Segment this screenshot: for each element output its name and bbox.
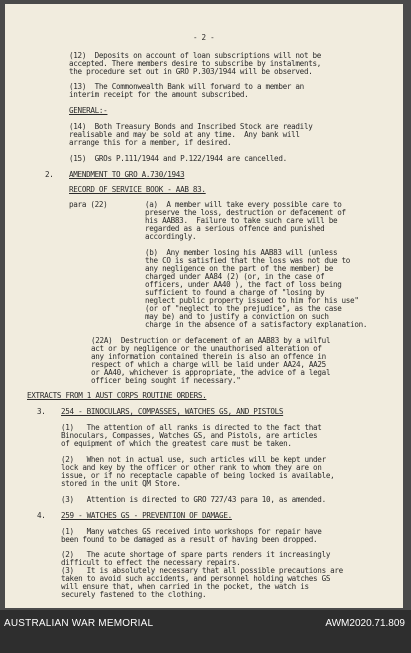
s3-p2-line-2: lock and key by the officer or other rank to whom they are on [61,463,322,472]
p22b-line-6: sufficient to found a charge of "losing by [145,288,325,297]
p12-line-3: the procedure set out in GRO P.303/1944 will be observed. [69,67,313,76]
p13-line-2: interim receipt for the amount subscribed. [69,90,249,99]
s4-p1-line-2: been found to be damaged as a result of having been dropped. [61,535,318,544]
p22aa-line-5: or AA40, whichever is appropriate, the advice of a legal [91,368,331,377]
p12-line-2: accepted. There members desire to subscribe by instalments, [69,59,322,68]
p22aa-line-4: respect of which a charge will be laid under AA24, AA25 [91,360,326,369]
document-page [5,4,403,608]
section-2-heading: AMENDMENT TO GRO A.730/1943 [69,170,185,179]
s3-p3-line: (3) Attention is directed to GRO 727/43 para 10, as amended. [61,495,326,504]
p22b-line-2: the CO is satisfied that the loss was not due to [145,256,351,265]
para-label: para (22) [69,200,108,209]
p14-line-2: realisable and may be sold at any time. Any bank will [69,130,300,139]
section-3-number: 3. [37,407,46,416]
archive-footer [0,610,411,653]
p22a-line-3: his AAB83. Failure to take such care will be [145,216,338,225]
p22b-line-1: (b) Any member losing his AAB83 will (unless [145,248,338,257]
p22a-line-2: preserve the loss, destruction or defacement of [145,208,346,217]
p22b-line-9: may be) and to justify a conviction on such [145,312,329,321]
s4-p1-line-1: (1) Many watches GS received into workshops for repair have [61,527,322,536]
s3-p2-line-1: (2) When not in actual use, such articles will be kept under [61,455,326,464]
s4-p2-line-2: difficult to effect the necessary repairs. [61,558,241,567]
p22b-line-3: any negligence on the part of the member) be [145,264,333,273]
p12-line-1: (12) Deposits on account of loan subscriptions will not be [69,51,322,60]
extracts-heading: EXTRACTS FROM 1 AUST CORPS ROUTINE ORDERS. [27,391,207,400]
p22b-line-7: neglect public property issued to him for his use" [145,296,359,305]
s3-p1-line-3: of equipment of which the greatest care must be taken. [61,439,292,448]
p22a-line-1: (a) A member will take every possible care to [145,200,342,209]
p22aa-line-3: any information contained therein is also an offence in [91,352,326,361]
section-4-number: 4. [37,511,46,520]
p14-line-3: arrange this for a member, if desired. [69,138,232,147]
s4-p3-line-1: (3) It is absolutely necessary that all possible precautions are [61,566,343,575]
p22b-line-5: officers, under AA40 ), the fact of loss being [145,280,342,289]
p22a-line-5: accordingly. [145,232,197,241]
section-2-subheading: RECORD OF SERVICE BOOK - AAB 83. [69,185,206,194]
s4-p3-line-3: will ensure that, when carried in the pocket, the watch is [61,582,309,591]
footer-institution: AUSTRALIAN WAR MEMORIAL [4,618,154,629]
s3-p1-line-2: Binoculars, Compasses, Watches GS, and Pistols, are articles [61,431,318,440]
footer-accession-number: AWM2020.71.809 [325,618,405,629]
s4-p3-line-4: securely fastened to the clothing. [61,590,207,599]
p13-line-1: (13) The Commonwealth Bank will forward to a member an [69,82,304,91]
s3-p2-line-3: issue, or if no receptacle capable of being locked is available, [61,471,335,480]
p15-line: (15) GROs P.111/1944 and P.122/1944 are cancelled. [69,154,287,163]
s4-p2-line-1: (2) The acute shortage of spare parts renders it increasingly [61,550,331,559]
p22aa-line-2: act or by negligence or the unauthorised alteration of [91,344,322,353]
p14-line-1: (14) Both Treasury Bonds and Inscribed Stock are readily [69,122,313,131]
p22aa-line-1: (22A) Destruction or defacement of an AAB83 by a wilful [91,336,331,345]
p22b-line-8: (or of "neglect to the prejudice", as the case [145,304,342,313]
s4-p3-line-2: taken to avoid such accidents, and personnel holding watches GS [61,574,331,583]
s3-p2-line-4: stored in the unit QM Store. [61,479,181,488]
general-heading: GENERAL:- [69,106,108,115]
p22b-line-10: charge in the absence of a satisfactory explanation. [145,320,368,329]
p22b-line-4: charged under AA84 (2) (or, in the case of [145,272,325,281]
s3-p1-line-1: (1) The attention of all ranks is directed to the fact that [61,423,322,432]
section-3-heading: 254 - BINOCULARS, COMPASSES, WATCHES GS, AND PISTOLS [61,407,284,416]
page-number: - 2 - [193,33,215,42]
p22aa-line-6: officer being sought if necessary." [91,376,241,385]
p22a-line-4: regarded as a serious offence and punished [145,224,325,233]
section-2-number: 2. [45,170,54,179]
section-4-heading: 259 - WATCHES GS - PREVENTION OF DAMAGE. [61,511,232,520]
